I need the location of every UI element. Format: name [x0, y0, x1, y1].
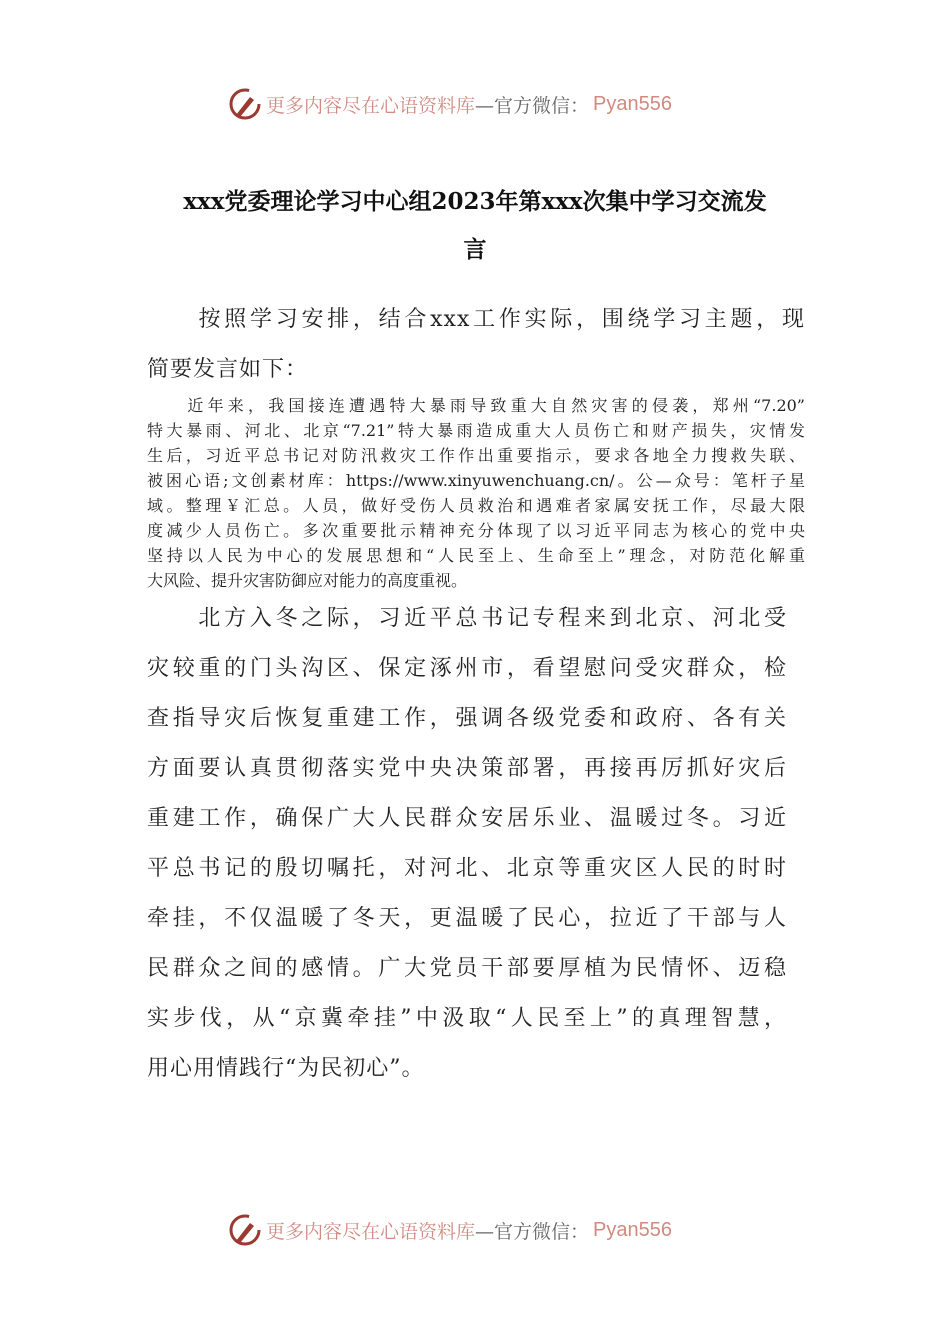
body-paragraph [147, 594, 787, 1094]
text-line: 域。整理￥汇总。人员，做好受伤人员救治和遇难者家属安抚工作，尽最大限 [147, 496, 805, 515]
text-line: 生后，习近平总书记对防汛救灾工作作出重要指示，要求各地全力搜救失联、 [147, 446, 805, 465]
intro-paragraph [147, 295, 805, 395]
text-line: 用心用情践行“为民初心”。 [147, 1056, 425, 1081]
pen-logo-icon [228, 1213, 262, 1247]
watermark-id: Pyan556 [593, 92, 672, 115]
text-line: 被困心语;文创素材库：https://www.xinyuwenchuang.cn/。公—众号：笔杆子星 [147, 471, 805, 490]
text-line: 灾较重的门头沟区、保定涿州市，看望慰问受灾群众，检 [147, 656, 787, 681]
title-line: xxx党委理论学习中心组2023年第xxx次集中学习交流发 [183, 188, 767, 215]
watermark-main: 更多内容尽在心语资料库 [266, 94, 476, 117]
watermark-dash: —官方微信： [475, 94, 590, 117]
text-line: 方面要认真贯彻落实党中央决策部署，再接再厉抓好灾后 [147, 756, 787, 781]
watermark-dash: —官方微信： [475, 1220, 590, 1243]
text-line: 特大暴雨、河北、北京“7.21”特大暴雨造成重大人员伤亡和财产损失，灾情发 [147, 421, 805, 440]
text-line: 重建工作，确保广大人民群众安居乐业、温暖过冬。习近 [147, 806, 787, 831]
text-line: 平总书记的殷切嘱托，对河北、北京等重灾区人民的时时 [147, 856, 787, 881]
text-line: 实步伐，从“京冀牵挂”中汲取“人民至上”的真理智慧， [147, 1006, 787, 1031]
text-line: 近年来，我国接连遭遇特大暴雨导致重大自然灾害的侵袭，郑州“7.20” [147, 396, 805, 415]
text-line: 民群众之间的感情。广大党员干部要厚植为民情怀、迈稳 [147, 956, 787, 981]
watermark-id: Pyan556 [593, 1218, 672, 1241]
text-line: 北方入冬之际，习近平总书记专程来到北京、河北受 [147, 606, 787, 631]
header-watermark [228, 86, 728, 122]
text-line: 坚持以人民为中心的发展思想和“人民至上、生命至上”理念，对防范化解重 [147, 546, 805, 565]
text-line: 查指导灾后恢复重建工作，强调各级党委和政府、各有关 [147, 706, 787, 731]
footer-watermark [228, 1212, 728, 1248]
text-line: 大风险、提升灾害防御应对能力的高度重视。 [147, 571, 468, 590]
watermark-main: 更多内容尽在心语资料库 [266, 1220, 476, 1243]
text-line: 按照学习安排，结合xxx工作实际，围绕学习主题，现 [147, 307, 805, 332]
text-line: 简要发言如下： [147, 357, 309, 382]
text-line: 牵挂，不仅温暖了冬天，更温暖了民心，拉近了干部与人 [147, 906, 787, 931]
title-line: 言 [463, 236, 487, 263]
pen-logo-icon [228, 87, 262, 121]
text-line: 度减少人员伤亡。多次重要批示精神充分体现了以习近平同志为核心的党中央 [147, 521, 805, 540]
document-title [140, 178, 810, 274]
small-paragraph [147, 393, 805, 593]
